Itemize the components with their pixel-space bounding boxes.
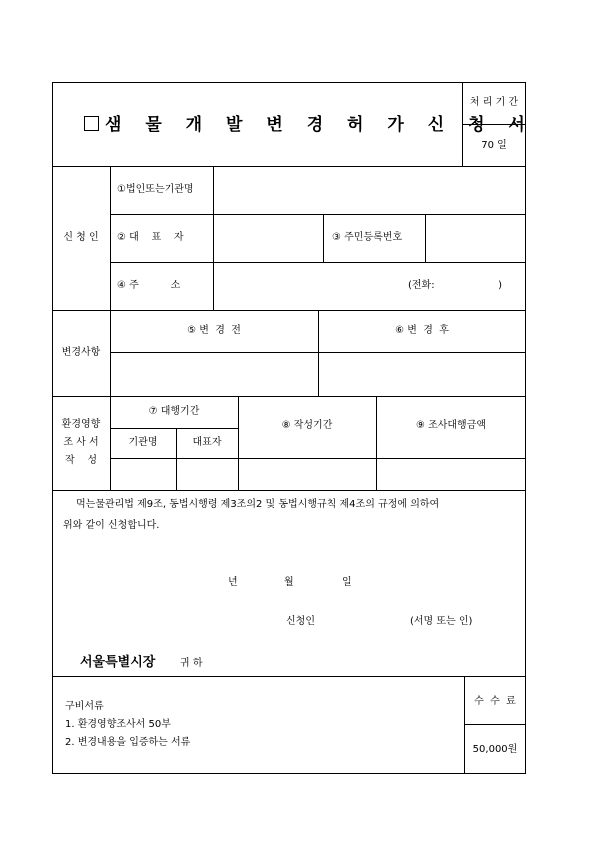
divider [110, 458, 526, 459]
divider [52, 310, 526, 311]
processing-period-label: 처 리 기 간 [469, 97, 519, 108]
agency-name-label: 기관명 [128, 437, 158, 448]
address-label: ④ 주 소 [117, 280, 181, 291]
date-year-label: 년 [228, 577, 238, 588]
processing-period-value: 70 일 [481, 140, 507, 151]
divider [238, 396, 239, 490]
date-day-label: 일 [342, 577, 352, 588]
divider [110, 214, 526, 215]
before-change-label: ⑤ 변 경 전 [187, 325, 241, 336]
agency-representative-label: 대표자 [192, 437, 222, 448]
divider [464, 724, 526, 725]
legal-statement: 위와 같이 신청합니다. [63, 520, 160, 531]
after-change-label: ⑥ 변 경 후 [395, 325, 449, 336]
recipient-name: 서울특별시장 [80, 655, 156, 670]
eia-section-label: 환경영향 [61, 419, 101, 430]
fee-value: 50,000원 [472, 744, 518, 755]
divider [425, 214, 426, 262]
form-title: 샘 물 개 발 변 경 허 가 신 청 서 [84, 116, 534, 134]
checkbox-icon [84, 116, 99, 131]
preparation-period-label: ⑧ 작성기간 [281, 420, 333, 431]
survey-amount-label: ⑨ 조사대행금액 [415, 420, 487, 431]
legal-statement: 먹는물관리법 제9조, 동법시행령 제3조의2 및 동법시행규칙 제4조의 규정에 의하여 [76, 499, 440, 510]
required-document-item: 1. 환경영향조사서 50부 [65, 719, 171, 730]
date-month-label: 월 [284, 577, 294, 588]
phone-label: (전화: ) [408, 280, 503, 291]
eia-section-label: 작 성 [64, 455, 98, 466]
required-document-item: 2. 변경내용을 입증하는 서류 [65, 737, 191, 748]
applicant-signature-label: 신청인 [286, 616, 315, 627]
divider [52, 166, 526, 167]
divider [323, 214, 324, 262]
divider [318, 310, 319, 396]
agency-label: ⑦ 대행기간 [148, 406, 200, 417]
divider [376, 396, 377, 490]
divider [110, 262, 526, 263]
signature-note: (서명 또는 인) [410, 616, 473, 627]
divider [52, 396, 526, 397]
recipient-suffix: 귀 하 [180, 658, 203, 669]
divider [213, 166, 214, 310]
divider [110, 428, 238, 429]
org-name-label: ①법인또는기관명 [117, 184, 194, 195]
change-section-label: 변경사항 [61, 347, 101, 358]
eia-section-label: 조 사 서 [63, 437, 99, 448]
divider [52, 490, 526, 491]
representative-label: ② 대 표 자 [117, 232, 184, 243]
required-documents-heading: 구비서류 [65, 701, 104, 712]
applicant-section-label: 신 청 인 [63, 232, 99, 243]
fee-label: 수 수 료 [474, 696, 516, 707]
divider [52, 676, 526, 677]
resident-id-label: ③ 주민등록번호 [332, 232, 403, 243]
divider [464, 676, 465, 774]
